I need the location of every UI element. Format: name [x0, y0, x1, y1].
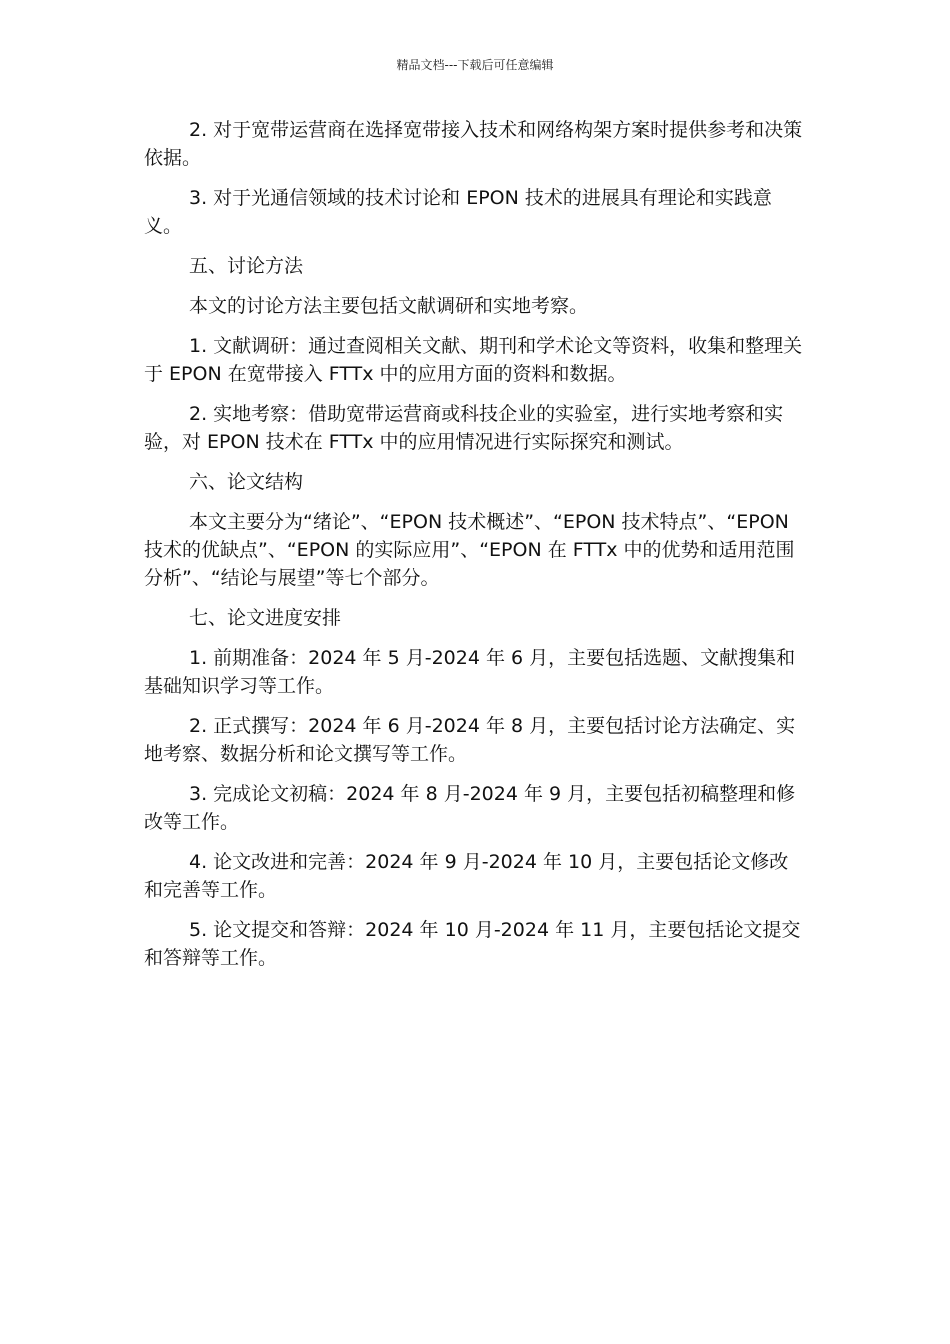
paragraph-schedule-5: 5. 论文提交和答辩：2024 年 10 月-2024 年 11 月，主要包括论文提交和答辩等工作。 — [144, 919, 801, 969]
paragraph-method-fieldwork: 2. 实地考察：借助宽带运营商或科技企业的实验室，进行实地考察和实验，对 EPON 技术在 FTTx 中的应用情况进行实际探究和测试。 — [144, 403, 784, 453]
document-body — [144, 116, 804, 984]
paragraph-method-literature: 1. 文献调研：通过查阅相关文献、期刊和学术论文等资料，收集和整理关于 EPON 在宽带接入 FTTx 中的应用方面的资料和数据。 — [144, 335, 803, 385]
paragraph-schedule-3: 3. 完成论文初稿：2024 年 8 月-2024 年 9 月，主要包括初稿整理和修改等工作。 — [144, 783, 796, 833]
paragraph-schedule-4: 4. 论文改进和完善：2024 年 9 月-2024 年 10 月，主要包括论文修改和完善等工作。 — [144, 851, 789, 901]
paragraph-methods-intro: 本文的讨论方法主要包括文献调研和实地考察。 — [189, 295, 589, 317]
paragraph-purpose-3: 3. 对于光通信领域的技术讨论和 EPON 技术的进展具有理论和实践意义。 — [144, 187, 772, 237]
paragraph-schedule-1: 1. 前期准备：2024 年 5 月-2024 年 6 月，主要包括选题、文献搜集和基础知识学习等工作。 — [144, 647, 796, 697]
page-header: 精品文档---下载后可任意编辑 — [396, 58, 554, 72]
section-heading-methods: 五、讨论方法 — [189, 255, 304, 277]
paragraph-purpose-2: 2. 对于宽带运营商在选择宽带接入技术和网络构架方案时提供参考和决策依据。 — [144, 119, 803, 169]
paragraph-structure: 本文主要分为“绪论”、“EPON 技术概述”、“EPON 技术特点”、“EPON 技术的优缺点”、“EPON 的实际应用”、“EPON 在 FTTx 中的优势和适用范围分析”、“结论与展望”等七个部分。 — [144, 511, 795, 589]
section-heading-structure: 六、论文结构 — [189, 471, 304, 493]
paragraph-schedule-2: 2. 正式撰写：2024 年 6 月-2024 年 8 月，主要包括讨论方法确定、实地考察、数据分析和论文撰写等工作。 — [144, 715, 796, 765]
section-heading-schedule: 七、论文进度安排 — [189, 607, 342, 629]
